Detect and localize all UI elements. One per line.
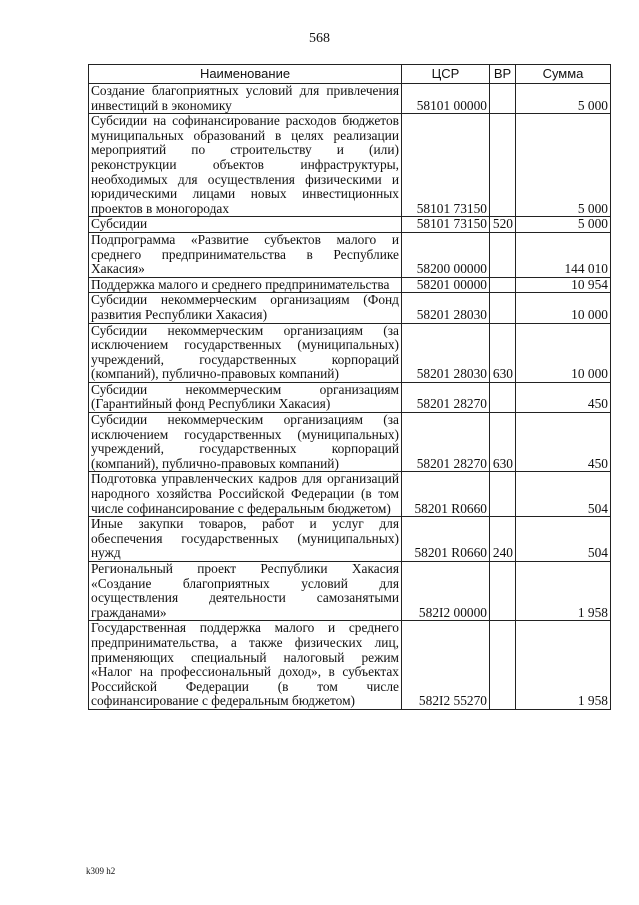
row-name: Региональный проект Республики Хакасия «Создание благоприятных условий для осуществления деятельности самозанятыми гражданами» — [89, 562, 402, 621]
row-csr: 58201 R0660 — [402, 472, 490, 517]
row-csr: 58201 28270 — [402, 382, 490, 412]
row-csr: 582I2 00000 — [402, 562, 490, 621]
row-name: Государственная поддержка малого и среднего предпринимательства, а также физических лиц, применяющих специальный налоговый режим «Налог на профессиональный доход», в субъектах Российской Федерации (в том числе софинансирование с федеральным бюджетом) — [89, 621, 402, 710]
row-vr: 630 — [490, 413, 516, 472]
table-row — [89, 323, 611, 382]
row-name: Подготовка управленческих кадров для организаций народного хозяйства Российской Федерации (в том числе софинансирование с федеральным бюджетом) — [89, 472, 402, 517]
row-vr — [490, 382, 516, 412]
table-row — [89, 517, 611, 562]
row-name: Субсидии некоммерческим организациям (Фонд развития Республики Хакасия) — [89, 293, 402, 323]
row-vr — [490, 472, 516, 517]
row-name: Субсидии на софинансирование расходов бюджетов муниципальных образований в целях реализации мероприятий по строительству и (или) реконструкции объектов инфраструктуры, необходимых для осуществления физическими и юридическими лицами новых инвестиционных проектов в моногородах — [89, 114, 402, 217]
row-sum: 1 958 — [516, 562, 611, 621]
row-sum: 5 000 — [516, 84, 611, 114]
row-vr — [490, 232, 516, 277]
table-row — [89, 232, 611, 277]
row-vr — [490, 293, 516, 323]
row-sum: 10 954 — [516, 277, 611, 293]
table-row — [89, 114, 611, 217]
row-name: Создание благоприятных условий для привлечения инвестиций в экономику — [89, 84, 402, 114]
row-name: Иные закупки товаров, работ и услуг для обеспечения государственных (муниципальных) нужд — [89, 517, 402, 562]
row-vr: 630 — [490, 323, 516, 382]
budget-table — [88, 64, 611, 710]
table-header-row — [89, 65, 611, 84]
row-csr: 58101 73150 — [402, 114, 490, 217]
row-sum: 10 000 — [516, 323, 611, 382]
table-row — [89, 217, 611, 233]
row-name: Подпрограмма «Развитие субъектов малого и среднего предпринимательства в Республике Хакасия» — [89, 232, 402, 277]
row-sum: 504 — [516, 517, 611, 562]
row-csr: 58201 28270 — [402, 413, 490, 472]
footer-code: k309 h2 — [86, 866, 116, 876]
row-csr: 58201 R0660 — [402, 517, 490, 562]
table-row — [89, 382, 611, 412]
header-csr: ЦСР — [402, 65, 490, 84]
row-sum: 1 958 — [516, 621, 611, 710]
row-name: Субсидии некоммерческим организациям (за исключением государственных (муниципальных) учреждений, государственных корпораций (компаний), публично-правовых компаний) — [89, 323, 402, 382]
row-name: Субсидии некоммерческим организациям (за исключением государственных (муниципальных) учреждений, государственных корпораций (компаний), публично-правовых компаний) — [89, 413, 402, 472]
row-csr: 58201 00000 — [402, 277, 490, 293]
table-row — [89, 293, 611, 323]
header-name: Наименование — [89, 65, 402, 84]
row-sum: 5 000 — [516, 114, 611, 217]
row-name: Субсидии некоммерческим организациям (Гарантийный фонд Республики Хакасия) — [89, 382, 402, 412]
row-sum: 450 — [516, 413, 611, 472]
table-row — [89, 562, 611, 621]
header-vr: ВР — [490, 65, 516, 84]
row-sum: 5 000 — [516, 217, 611, 233]
row-name: Поддержка малого и среднего предпринимательства — [89, 277, 402, 293]
row-vr: 240 — [490, 517, 516, 562]
row-vr — [490, 84, 516, 114]
table-row — [89, 621, 611, 710]
row-sum: 450 — [516, 382, 611, 412]
row-vr — [490, 277, 516, 293]
row-sum: 504 — [516, 472, 611, 517]
table-row — [89, 277, 611, 293]
table-row — [89, 413, 611, 472]
page-number: 568 — [309, 31, 330, 46]
row-csr: 58101 00000 — [402, 84, 490, 114]
row-sum: 10 000 — [516, 293, 611, 323]
row-csr: 58201 28030 — [402, 293, 490, 323]
row-csr: 58200 00000 — [402, 232, 490, 277]
row-vr — [490, 114, 516, 217]
row-vr — [490, 621, 516, 710]
row-name: Субсидии — [89, 217, 402, 233]
row-sum: 144 010 — [516, 232, 611, 277]
row-csr: 58201 28030 — [402, 323, 490, 382]
row-csr: 582I2 55270 — [402, 621, 490, 710]
row-vr: 520 — [490, 217, 516, 233]
row-vr — [490, 562, 516, 621]
header-sum: Сумма — [516, 65, 611, 84]
table-row — [89, 472, 611, 517]
table-row — [89, 84, 611, 114]
row-csr: 58101 73150 — [402, 217, 490, 233]
